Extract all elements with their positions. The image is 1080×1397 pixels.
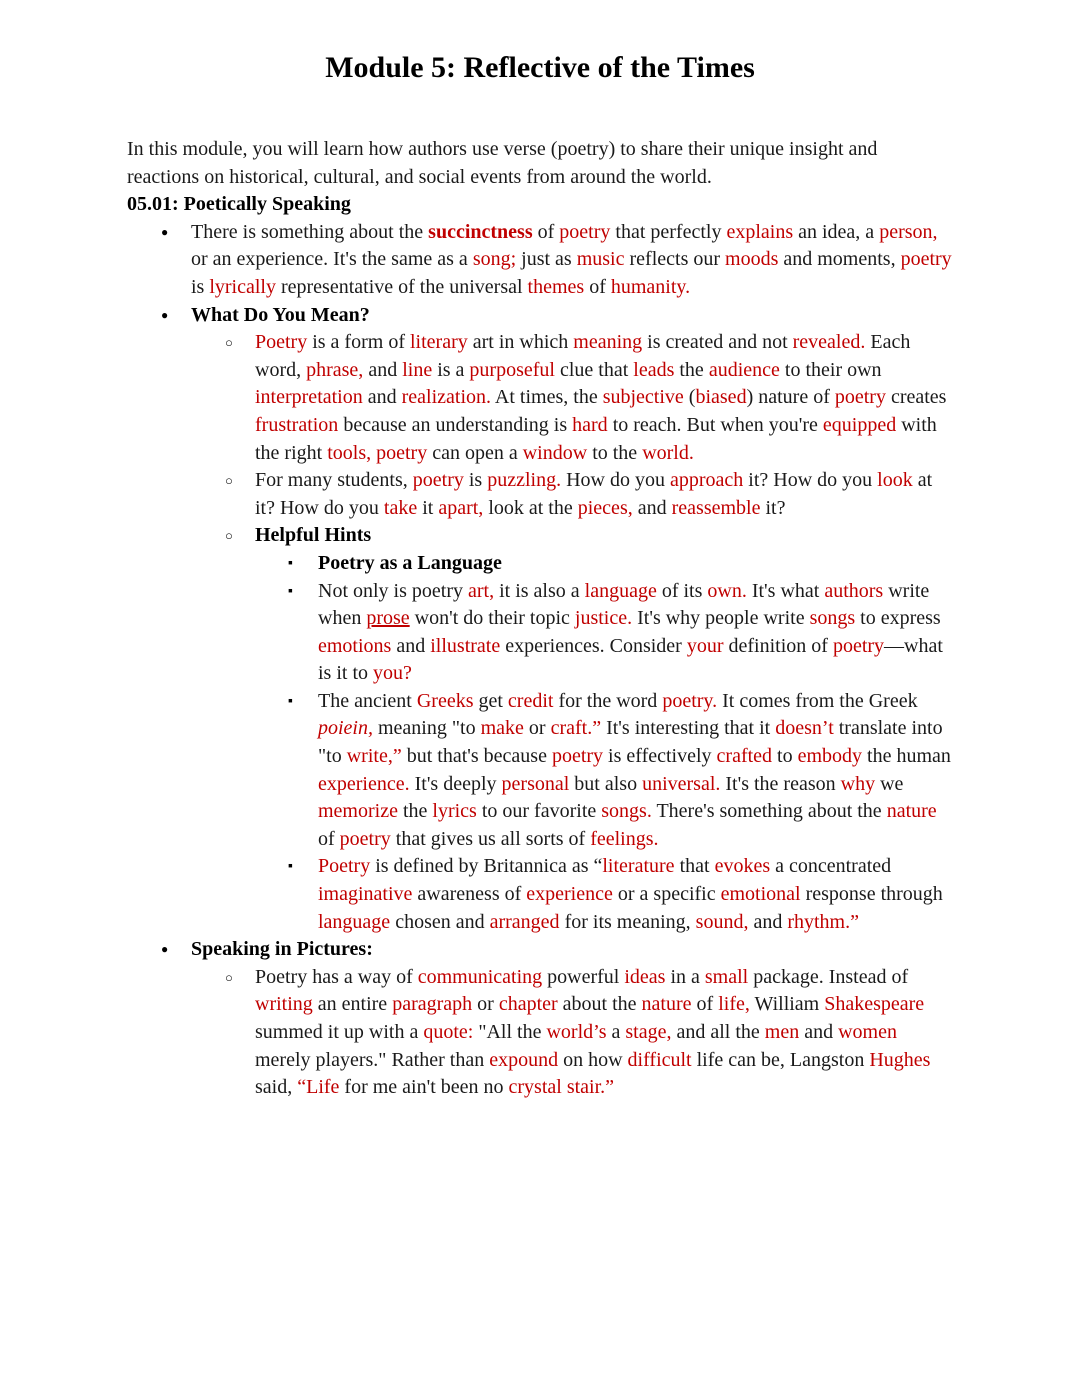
text-segment: leads bbox=[633, 358, 675, 381]
text-segment: crafted bbox=[716, 745, 773, 768]
text-segment: Hughes bbox=[869, 1048, 931, 1071]
text-segment: humanity. bbox=[610, 275, 691, 298]
text-segment: arranged bbox=[489, 910, 560, 933]
text-segment: Not only is poetry bbox=[318, 579, 468, 602]
list-item bbox=[127, 964, 953, 1102]
text-segment: difficult bbox=[627, 1048, 692, 1071]
text-segment: emotions bbox=[318, 634, 392, 657]
text-segment: poetry bbox=[412, 469, 464, 492]
text-segment: look bbox=[877, 469, 913, 492]
text-segment: definition of bbox=[723, 634, 833, 657]
text-segment: literary bbox=[409, 331, 468, 354]
text-segment: Poetry as a Language bbox=[318, 551, 502, 574]
text-segment: poetry bbox=[832, 634, 885, 657]
text-segment: language bbox=[584, 579, 657, 602]
text-segment: poetry bbox=[834, 386, 886, 409]
text-segment: life can be, Langston bbox=[691, 1048, 870, 1071]
text-segment: merely players." Rather than bbox=[255, 1048, 490, 1071]
bullet-square-icon: ▪ bbox=[288, 555, 293, 571]
text-segment: themes bbox=[527, 275, 585, 298]
text-segment: imaginative bbox=[318, 883, 413, 906]
bullet-disc-icon: ● bbox=[161, 224, 169, 239]
text-segment: it bbox=[417, 496, 439, 519]
list-item bbox=[127, 522, 953, 550]
list-item bbox=[127, 936, 953, 964]
text-segment: is bbox=[463, 469, 488, 492]
text-segment: an idea, a bbox=[793, 220, 880, 243]
text-segment: reflects our bbox=[624, 248, 726, 271]
text-segment: puzzling. bbox=[487, 469, 562, 492]
text-segment: literature bbox=[602, 855, 675, 878]
text-segment: meaning "to bbox=[373, 717, 481, 740]
text-segment: it? bbox=[760, 496, 786, 519]
text-segment: audience bbox=[708, 358, 780, 381]
text-segment: revealed. bbox=[792, 331, 866, 354]
text-segment: it is also a bbox=[494, 579, 585, 602]
text-segment: is a form of bbox=[307, 331, 410, 354]
text-segment: nature bbox=[886, 800, 937, 823]
text-segment: How do you bbox=[561, 469, 670, 492]
text-segment: emotional bbox=[720, 883, 801, 906]
text-segment: poiein, bbox=[318, 717, 373, 740]
text-segment: a concentrated bbox=[770, 855, 892, 878]
text-segment: your bbox=[686, 634, 724, 657]
text-segment: to the bbox=[587, 441, 643, 464]
text-segment: In this module, you will learn how authors use verse (poetry) to share their unique insight and reactions on historical, cultural, and social events from around the world. bbox=[127, 138, 878, 188]
text-segment: write,” bbox=[346, 745, 402, 768]
text-segment: women bbox=[838, 1021, 897, 1043]
text-segment: with the right bbox=[255, 413, 937, 464]
text-segment: equipped bbox=[822, 413, 897, 436]
text-segment: “Life bbox=[297, 1076, 340, 1099]
text-segment: is created and not bbox=[642, 331, 793, 354]
text-segment: poetry bbox=[900, 248, 952, 271]
text-segment: apart, bbox=[438, 496, 484, 519]
text-segment: to express bbox=[855, 607, 941, 630]
text-segment: There is something about the bbox=[191, 220, 429, 243]
text-segment: credit bbox=[507, 689, 554, 712]
text-segment: own. bbox=[707, 579, 747, 602]
text-segment: small bbox=[704, 965, 749, 988]
intro-paragraph bbox=[127, 136, 953, 191]
text-segment: The ancient bbox=[318, 689, 417, 712]
text-segment: expound bbox=[489, 1048, 559, 1071]
text-segment: stage, bbox=[625, 1021, 672, 1043]
text-segment: crystal stair.” bbox=[508, 1076, 615, 1099]
text-segment: art in which bbox=[467, 331, 574, 354]
text-segment: and all the bbox=[671, 1021, 765, 1043]
list-item-text bbox=[191, 304, 370, 326]
text-segment: Poetry bbox=[255, 331, 308, 354]
text-segment: songs bbox=[809, 607, 856, 630]
text-segment: life, bbox=[718, 993, 750, 1016]
text-segment: for the word bbox=[553, 689, 663, 712]
text-segment: men bbox=[764, 1021, 800, 1043]
text-segment: write when bbox=[318, 579, 930, 630]
text-segment: the bbox=[397, 800, 433, 823]
text-segment: of bbox=[691, 993, 719, 1016]
text-segment: or bbox=[523, 717, 551, 740]
text-segment: because an understanding is bbox=[338, 413, 573, 436]
bullet-square-icon: ▪ bbox=[288, 859, 293, 875]
text-segment: approach bbox=[669, 469, 744, 492]
text-segment: for me ain't been no bbox=[339, 1076, 509, 1099]
list-item-text bbox=[318, 690, 951, 850]
text-segment: William bbox=[749, 993, 825, 1016]
text-segment: is effectively bbox=[603, 745, 717, 768]
text-segment: experience bbox=[526, 883, 613, 906]
text-segment: person, bbox=[879, 220, 938, 243]
text-segment: at it? How do you bbox=[255, 469, 933, 519]
text-segment: for its meaning, bbox=[559, 910, 696, 933]
text-segment: just as bbox=[516, 248, 577, 271]
list-item-text bbox=[255, 524, 371, 546]
text-segment: For many students, bbox=[255, 469, 413, 492]
text-segment: lyrics bbox=[432, 800, 477, 823]
text-segment: purposeful bbox=[469, 358, 555, 381]
text-segment: to reach. But when you're bbox=[607, 413, 823, 436]
text-segment: an entire bbox=[312, 993, 393, 1016]
text-segment: Greeks bbox=[416, 689, 474, 712]
bullet-circle-icon: ○ bbox=[225, 335, 233, 351]
text-segment: creates bbox=[885, 386, 947, 409]
text-segment: chosen and bbox=[390, 910, 490, 933]
list-item bbox=[127, 550, 953, 578]
list-item bbox=[127, 467, 953, 522]
text-segment: but also bbox=[569, 772, 643, 795]
text-segment: poetry. bbox=[662, 689, 718, 712]
text-segment: of bbox=[584, 275, 611, 298]
text-segment: that gives us all sorts of bbox=[390, 827, 591, 850]
list-item bbox=[127, 688, 953, 854]
text-segment: poetry bbox=[339, 827, 391, 850]
text-segment: and bbox=[362, 386, 402, 409]
text-segment: to our favorite bbox=[476, 800, 602, 823]
text-segment: we bbox=[875, 772, 904, 795]
text-segment: lyrically bbox=[209, 275, 276, 298]
text-segment: to their own bbox=[779, 358, 882, 381]
text-segment: illustrate bbox=[430, 634, 501, 657]
text-segment: get bbox=[473, 689, 508, 712]
list-item-text bbox=[318, 580, 943, 685]
text-segment: ideas bbox=[624, 965, 666, 988]
text-segment: It comes from the Greek bbox=[717, 689, 918, 712]
bullet-square-icon: ▪ bbox=[288, 583, 293, 599]
text-segment: is defined by Britannica as “ bbox=[370, 855, 603, 878]
text-segment: hard bbox=[572, 413, 608, 436]
text-segment: explains bbox=[726, 220, 794, 243]
text-segment: is bbox=[191, 275, 210, 298]
text-segment: world. bbox=[642, 441, 694, 464]
text-segment: communicating bbox=[417, 965, 543, 988]
text-segment: and bbox=[363, 358, 403, 381]
text-segment: that bbox=[674, 855, 715, 878]
text-segment: and bbox=[799, 1021, 839, 1043]
text-segment: but that's because bbox=[401, 745, 552, 768]
text-segment: window bbox=[522, 441, 588, 464]
text-segment: or a specific bbox=[612, 883, 721, 906]
text-segment: ( bbox=[683, 386, 696, 409]
text-segment: It's deeply bbox=[409, 772, 502, 795]
bullet-circle-icon: ○ bbox=[225, 473, 233, 489]
text-segment: of its bbox=[656, 579, 708, 602]
content-list bbox=[127, 219, 953, 1102]
text-segment: Helpful Hints bbox=[255, 524, 372, 547]
text-segment: about the bbox=[557, 993, 642, 1016]
text-segment: succinctness bbox=[428, 220, 533, 243]
text-segment: chapter bbox=[498, 993, 558, 1016]
list-item bbox=[127, 329, 953, 467]
text-segment: look at the bbox=[483, 496, 578, 519]
text-segment: package. Instead of bbox=[748, 965, 909, 988]
list-item bbox=[127, 853, 953, 936]
text-segment: art, bbox=[468, 579, 495, 602]
text-segment: universal. bbox=[642, 772, 721, 795]
text-segment: why bbox=[840, 772, 876, 795]
text-segment: interpretation bbox=[255, 386, 363, 409]
text-segment: reassemble bbox=[671, 496, 761, 519]
bullet-square-icon: ▪ bbox=[288, 693, 293, 709]
text-segment: authors bbox=[824, 579, 884, 602]
text-segment: clue that bbox=[554, 358, 634, 381]
text-segment: At times, the bbox=[491, 386, 603, 409]
text-segment: sound, bbox=[695, 910, 749, 933]
text-segment: of bbox=[532, 220, 560, 243]
text-segment: There's something about the bbox=[651, 800, 887, 823]
text-segment: language bbox=[318, 910, 391, 933]
text-segment: poetry bbox=[559, 220, 611, 243]
text-segment: rhythm.” bbox=[787, 910, 859, 933]
text-segment: doesn’t bbox=[775, 717, 834, 740]
text-segment: to bbox=[772, 745, 798, 768]
text-segment: nature bbox=[641, 993, 692, 1016]
list-item bbox=[127, 578, 953, 688]
list-item-text bbox=[318, 855, 943, 932]
text-segment: What Do You Mean? bbox=[191, 303, 370, 326]
section-heading: 05.01: Poetically Speaking bbox=[127, 193, 351, 216]
text-segment: and bbox=[391, 634, 431, 657]
text-segment: It's what bbox=[746, 579, 825, 602]
prose-link[interactable]: prose bbox=[366, 607, 410, 630]
text-segment: personal bbox=[501, 772, 570, 795]
text-segment: pieces, bbox=[577, 496, 633, 519]
text-segment: translate into "to bbox=[318, 717, 943, 768]
list-item-text bbox=[255, 469, 932, 519]
text-segment: or bbox=[472, 993, 499, 1016]
text-segment: It's why people write bbox=[632, 607, 810, 630]
text-segment: moods bbox=[725, 248, 779, 271]
text-segment: won't do their topic bbox=[409, 607, 575, 630]
text-segment: Each word, bbox=[255, 331, 911, 381]
text-segment: realization. bbox=[401, 386, 492, 409]
text-segment: and bbox=[748, 910, 788, 933]
list-item-text bbox=[318, 552, 502, 574]
text-segment: summed it up with a bbox=[255, 1021, 424, 1043]
text-segment: of bbox=[318, 827, 340, 850]
bullet-disc-icon: ● bbox=[161, 307, 169, 322]
text-segment: poetry bbox=[551, 745, 604, 768]
text-segment: take bbox=[383, 496, 418, 519]
text-segment: embody bbox=[797, 745, 863, 768]
text-segment: "All the bbox=[473, 1021, 547, 1043]
bullet-disc-icon: ● bbox=[161, 942, 169, 957]
text-segment: world’s bbox=[546, 1021, 607, 1043]
text-segment: It's interesting that it bbox=[601, 717, 776, 740]
list-item bbox=[127, 219, 953, 302]
text-segment: Poetry bbox=[318, 855, 371, 878]
text-segment: in a bbox=[665, 965, 705, 988]
text-segment: or an experience. It's the same as a bbox=[191, 248, 473, 271]
text-segment: said, bbox=[255, 1076, 298, 1099]
text-segment: experiences. Consider bbox=[500, 634, 687, 657]
text-segment: ) nature of bbox=[746, 386, 835, 409]
text-segment: It's the reason bbox=[720, 772, 841, 795]
text-segment: can open a bbox=[427, 441, 523, 464]
list-item-text bbox=[191, 221, 952, 298]
text-segment: tools, bbox=[327, 441, 372, 464]
list-item bbox=[127, 302, 953, 330]
text-segment: line bbox=[402, 358, 433, 381]
text-segment: writing bbox=[255, 993, 313, 1016]
list-item-text bbox=[255, 331, 946, 463]
text-segment: it? How do you bbox=[743, 469, 878, 492]
text-segment: music bbox=[576, 248, 625, 271]
text-segment: awareness of bbox=[412, 883, 527, 906]
text-segment: the bbox=[674, 358, 709, 381]
text-segment: and bbox=[632, 496, 672, 519]
list-item-text bbox=[191, 938, 373, 960]
text-segment: memorize bbox=[318, 800, 398, 823]
text-segment: experience. bbox=[318, 772, 410, 795]
text-segment: poetry bbox=[376, 441, 428, 464]
text-segment: response through bbox=[800, 883, 943, 906]
text-segment: quote: bbox=[423, 1021, 474, 1043]
text-segment: and moments, bbox=[778, 248, 901, 271]
text-segment: Poetry has a way of bbox=[255, 965, 418, 988]
text-segment: feelings. bbox=[590, 827, 659, 850]
text-segment: on how bbox=[558, 1048, 628, 1071]
text-segment: song; bbox=[472, 248, 517, 271]
text-segment: phrase, bbox=[306, 358, 364, 381]
bullet-circle-icon: ○ bbox=[225, 528, 233, 544]
text-segment: craft.” bbox=[550, 717, 602, 740]
text-segment: meaning bbox=[573, 331, 643, 354]
text-segment: the human bbox=[862, 745, 951, 768]
document-body bbox=[127, 136, 953, 1102]
page-title: Module 5: Reflective of the Times bbox=[325, 51, 755, 84]
text-segment: —what is it to bbox=[318, 634, 943, 685]
text-segment: songs. bbox=[601, 800, 652, 823]
text-segment: make bbox=[480, 717, 524, 740]
text-segment: Speaking in Pictures: bbox=[191, 938, 373, 961]
text-segment: a bbox=[606, 1021, 626, 1043]
text-segment: that perfectly bbox=[610, 220, 727, 243]
text-segment: biased bbox=[695, 386, 747, 409]
text-segment: is a bbox=[432, 358, 470, 381]
list-item-text bbox=[255, 966, 930, 1098]
text-segment: powerful bbox=[542, 965, 625, 988]
text-segment: you? bbox=[373, 662, 412, 685]
text-segment: evokes bbox=[714, 855, 771, 878]
bullet-circle-icon: ○ bbox=[225, 969, 233, 985]
text-segment: paragraph bbox=[392, 993, 473, 1016]
text-segment: subjective bbox=[602, 386, 684, 409]
text-segment: frustration bbox=[255, 413, 339, 436]
text-segment: Shakespeare bbox=[824, 993, 925, 1016]
text-segment: justice. bbox=[574, 607, 633, 630]
text-segment: representative of the universal bbox=[275, 275, 528, 298]
